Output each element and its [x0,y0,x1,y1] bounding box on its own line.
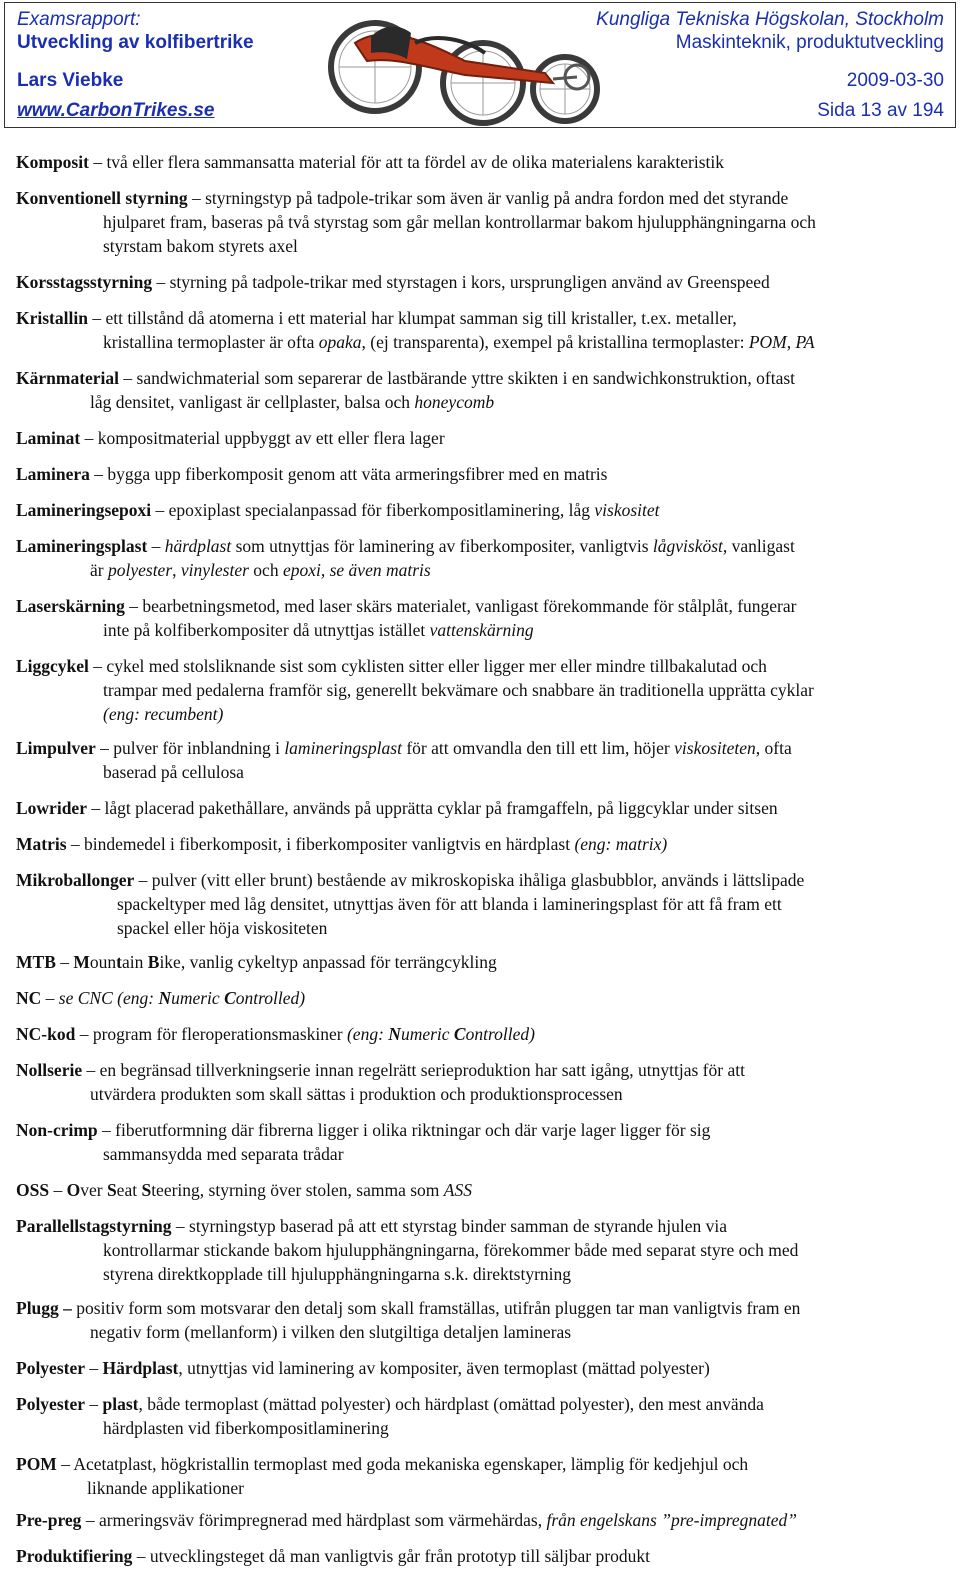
definition-text: N [388,1024,401,1044]
entry-line [16,1320,946,1344]
glossary-entry [16,534,946,582]
definition-start: – [85,1358,103,1378]
definition-text: N [158,988,172,1008]
definition-start: – [41,988,59,1008]
definition-text: (eng: [346,1024,389,1044]
definition-text: vattenskärning [429,620,534,640]
definition-start: – bygga upp fiberkomposit genom att väta armeringsfibrer med en matris [89,464,608,484]
entry-line [16,150,946,174]
definition-start: – cykel med stolsliknande sist som cyklisten sitter eller ligger mer eller mindre tillbakalutad och [88,656,767,676]
definition-start: – fiberutformning där fibrerna ligger i olika riktningar och där varje lager ligger för sig [97,1120,711,1140]
glossary-entry [16,654,946,726]
glossary-term: Laminera [16,464,90,484]
definition-text: umeric [171,988,225,1008]
glossary-term: NC-kod [16,1024,76,1044]
definition-text: hjulparet fram, baseras på två styrstag som går mellan kontrollarmar bakom hjulupphängningarna och [103,212,816,232]
entry-line [16,534,946,558]
definition-start: – ett tillstånd då atomerna i ett material har klumpat samman sig till kristaller, t.ex. metaller, [87,308,737,328]
definition-start: – styrning på tadpole-trikar med styrstagen i kors, ursprungligen använd av Greenspeed [152,272,770,292]
definition-text: lågvisköst [652,536,723,556]
glossary-term: Lamineringsepoxi [16,500,152,520]
definition-text: t [116,952,122,972]
glossary-term: Limpulver [16,738,96,758]
entry-line [16,1214,946,1238]
glossary-entry [16,1452,946,1500]
carbon-trike-image [315,3,615,127]
glossary-term: Konventionell styrning [16,188,188,208]
definition-start: – kompositmaterial uppbyggt av ett eller flera lager [80,428,445,448]
definition-text: baserad på cellulosa [103,762,244,782]
definition-start: – [55,952,74,972]
entry-line [16,654,946,678]
entry-line [16,1022,946,1046]
definition-text: , ofta [755,738,792,758]
institution: Kungliga Tekniska Högskolan, Stockholm [596,9,944,30]
definition-text: epoxi, se även matris [282,560,431,580]
entry-line [16,796,946,820]
glossary-entry [16,1508,946,1532]
definition-text: härdplasten vid fiberkompositlaminering [103,1418,389,1438]
definition-start: – pulver (vitt eller brunt) bestående av mikroskopiska ihåliga glasbubblor, används i lättslipade [134,870,805,890]
definition-text: och [248,560,283,580]
definition-text: ontrolled) [465,1024,535,1044]
definition-text: (eng: matrix) [574,834,668,854]
department: Maskinteknik, produktutveckling [675,32,944,53]
definition-text: från engelskans ”pre-impregnated” [546,1510,797,1530]
definition-start: – [58,1298,77,1318]
definition-start: – lågt placerad pakethållare, används på upprätta cyklar på framgaffeln, på liggcyklar under sitsen [86,798,778,818]
definition-start: – två eller flera sammansatta material för att ta fördel av de olika materialens karakteristik [88,152,725,172]
glossary-entry [16,426,946,450]
entry-line [16,1508,946,1532]
author-name: Lars Viebke [17,70,124,91]
definition-text: honeycomb [414,392,495,412]
definition-text: vinylester [180,560,249,580]
definition-start: – utvecklingsteget då man vanligtvis går från prototyp till säljbar produkt [132,1546,650,1566]
entry-line [16,1058,946,1082]
entry-line [16,916,946,940]
definition-start: – epoxiplast specialanpassad för fiberkompositlaminering, låg [151,500,595,520]
definition-text: kontrollarmar stickande bakom hjulupphängningarna, förekommer både med separat styre och med [103,1240,799,1260]
entry-line [16,1416,946,1440]
glossary-entry [16,1178,946,1202]
definition-text: ike, vanlig cykeltyp anpassad för terrängcykling [159,952,497,972]
definition-text: , utnyttjas vid laminering av kompositer, även termoplast (mättad polyester) [178,1358,710,1378]
definition-text: ontrolled) [235,988,306,1008]
definition-text: umeric [400,1024,454,1044]
glossary-term: NC [16,988,42,1008]
glossary-entry [16,186,946,258]
glossary-term: Kärnmaterial [16,368,120,388]
entry-line [16,1178,946,1202]
definition-text: , både termoplast (mättad polyester) och härdplast (omättad polyester), den mest använda [138,1394,764,1414]
report-type: Examsrapport: [17,9,141,30]
entry-line [16,892,946,916]
definition-text: som utnyttjas för laminering av fiberkompositer, vanligtvis [231,536,653,556]
entry-line [16,462,946,486]
definition-start: – [147,536,165,556]
definition-text: ver [80,1180,107,1200]
glossary-term: Kristallin [16,308,88,328]
entry-line [16,760,946,784]
definition-start: – bearbetningsmetod, med laser skärs materialet, vanligast förekommande för stålplåt, fungerar [124,596,797,616]
page-header [4,2,956,128]
definition-text: är [90,560,108,580]
glossary-entry [16,270,946,294]
entry-line [16,1544,946,1568]
definition-text: utvärdera produkten som skall sättas i produktion och produktionsprocessen [90,1084,623,1104]
definition-start: – program för fleroperationsmaskiner [75,1024,347,1044]
glossary-term: Parallellstagstyrning [16,1216,172,1236]
glossary-entry [16,986,946,1010]
definition-text: polyester [107,560,173,580]
definition-start: – sandwichmaterial som separerar de lastbärande yttre skikten i en sandwichkonstruktion, oftast [119,368,796,388]
entry-line [16,390,946,414]
glossary-entry [16,594,946,642]
entry-line [16,832,946,856]
glossary-term: Korsstagsstyrning [16,272,153,292]
definition-start: – bindemedel i fiberkomposit, i fiberkompositer vanligtvis en härdplast [66,834,575,854]
definition-text: (eng: recumbent) [103,704,224,724]
entry-line [16,234,946,258]
glossary-term: MTB [16,952,56,972]
glossary-term: Lowrider [16,798,87,818]
glossary-term: Nollserie [16,1060,83,1080]
entry-line [16,618,946,642]
glossary-entry [16,1022,946,1046]
glossary-term: Liggcykel [16,656,89,676]
entry-line [16,702,946,726]
glossary-entry [16,306,946,354]
entry-line [16,1082,946,1106]
definition-text: spackeltyper med låg densitet, utnyttjas även för att blanda i lamineringsplast för att få fram ett [117,894,782,914]
definition-text: viskositet [594,500,660,520]
glossary-entry [16,1544,946,1568]
website-link[interactable]: www.CarbonTrikes.se [17,100,215,121]
definition-text: eat [116,1180,142,1200]
glossary-term: Komposit [16,152,89,172]
entry-line [16,426,946,450]
entry-line [16,594,946,618]
definition-text: S [141,1180,152,1200]
glossary-entry [16,950,946,974]
definition-text: C [224,988,236,1008]
definition-text: ain [121,952,148,972]
definition-start: – Acetatplast, högkristallin termoplast med goda mekaniska egenskaper, lämplig för kedjehjul och [56,1454,749,1474]
definition-text: styrena direktkopplade till hjulupphängningarna s.k. direktstyrning [103,1264,572,1284]
entry-line [16,366,946,390]
entry-line [16,186,946,210]
glossary-entry [16,1214,946,1286]
definition-start: – armeringsväv förimpregnerad med härdplast som värmehärdas, [81,1510,547,1530]
entry-line [16,1476,946,1500]
glossary-entry [16,1058,946,1106]
entry-line [16,1238,946,1262]
glossary-entry [16,462,946,486]
definition-text: inte på kolfiberkompositer då utnyttjas istället [103,620,430,640]
entry-line [16,736,946,760]
glossary-entry [16,1118,946,1166]
glossary-term: POM [16,1454,57,1474]
definition-text: spackel eller höja viskositeten [117,918,328,938]
glossary-entry [16,150,946,174]
definition-text: trampar med pedalerna framför sig, generellt bekvämare och snabbare än traditionella upprätta cyklar [103,680,814,700]
definition-text: kristallina termoplaster är ofta [103,332,319,352]
glossary-term: Produktifiering [16,1546,133,1566]
definition-text: POM, PA [748,332,815,352]
report-title: Utveckling av kolfibertrike [17,32,254,53]
glossary-term: Lamineringsplast [16,536,148,556]
definition-text: sammansydda med separata trådar [103,1144,344,1164]
definition-text: , [172,560,181,580]
definition-text: teering, styrning över stolen, samma som [151,1180,444,1200]
entry-line [16,270,946,294]
definition-text: plast [102,1394,139,1414]
glossary-term: OSS [16,1180,50,1200]
entry-line [16,986,946,1010]
entry-line [16,1142,946,1166]
definition-text: låg densitet, vanligast är cellplaster, balsa och [90,392,415,412]
entry-line [16,210,946,234]
report-date: 2009-03-30 [846,70,944,91]
definition-start: – en begränsad tillverkningserie innan regelrätt serieproduktion har satt igång, utnyttjas för att [82,1060,745,1080]
definition-start: – styrningstyp på tadpole-trikar som även är vanlig på andra fordon med det styrande [187,188,789,208]
glossary-term: Laserskärning [16,596,125,616]
definition-text: lamineringsplast [284,738,402,758]
entry-line [16,330,946,354]
glossary-term: Pre-preg [16,1510,82,1530]
entry-line [16,558,946,582]
entry-line [16,498,946,522]
definition-text: B [147,952,160,972]
entry-line [16,1296,946,1320]
glossary-entry [16,736,946,784]
definition-text: S [106,1180,117,1200]
entry-line [16,950,946,974]
entry-line [16,306,946,330]
definition-text: opaka [318,332,362,352]
entry-line [16,1118,946,1142]
definition-start: – pulver för inblandning i [95,738,285,758]
definition-text: se CNC (eng: [58,988,159,1008]
glossary-entry [16,366,946,414]
definition-start: – [49,1180,67,1200]
glossary-term: Polyester [16,1358,85,1378]
glossary-term: Laminat [16,428,81,448]
glossary-entry [16,498,946,522]
glossary-term: Matris [16,834,67,854]
definition-text: oun [89,952,117,972]
entry-line [16,1356,946,1380]
entry-line [16,868,946,892]
entry-line [16,1392,946,1416]
definition-text: C [453,1024,466,1044]
glossary-term: Plugg [16,1298,59,1318]
definition-start: – styrningstyp baserad på att ett styrstag binder samman de styrande hjulen via [171,1216,728,1236]
definition-start: – [85,1394,103,1414]
definition-text: för att omvandla den till ett lim, höjer [401,738,675,758]
definition-text: liknande applikationer [87,1478,244,1498]
definition-text: , vanligast [722,536,795,556]
definition-text: negativ form (mellanform) i vilken den slutgiltiga detaljen lamineras [90,1322,572,1342]
entry-line [16,1452,946,1476]
page-number: Sida 13 av 194 [817,100,944,121]
glossary-entry [16,1392,946,1440]
glossary-entry [16,1356,946,1380]
entry-line [16,678,946,702]
glossary-entry [16,1296,946,1344]
definition-text: Härdplast [102,1358,179,1378]
glossary-term: Polyester [16,1394,85,1414]
definition-text: positiv form som motsvarar den detalj som skall framställas, utifrån pluggen tar man vanligtvis fram en [76,1298,801,1318]
definition-text: styrstam bakom styrets axel [103,236,298,256]
definition-text: M [73,952,90,972]
definition-text: viskositeten [674,738,756,758]
definition-text: O [66,1180,81,1200]
definition-text: härdplast [164,536,232,556]
glossary-entry [16,868,946,940]
entry-line [16,1262,946,1286]
definition-text: ASS [443,1180,472,1200]
glossary-entry [16,796,946,820]
glossary-term: Non-crimp [16,1120,98,1140]
glossary-entry [16,832,946,856]
definition-text: , (ej transparenta), exempel på kristallina termoplaster: [361,332,749,352]
glossary-term: Mikroballonger [16,870,135,890]
